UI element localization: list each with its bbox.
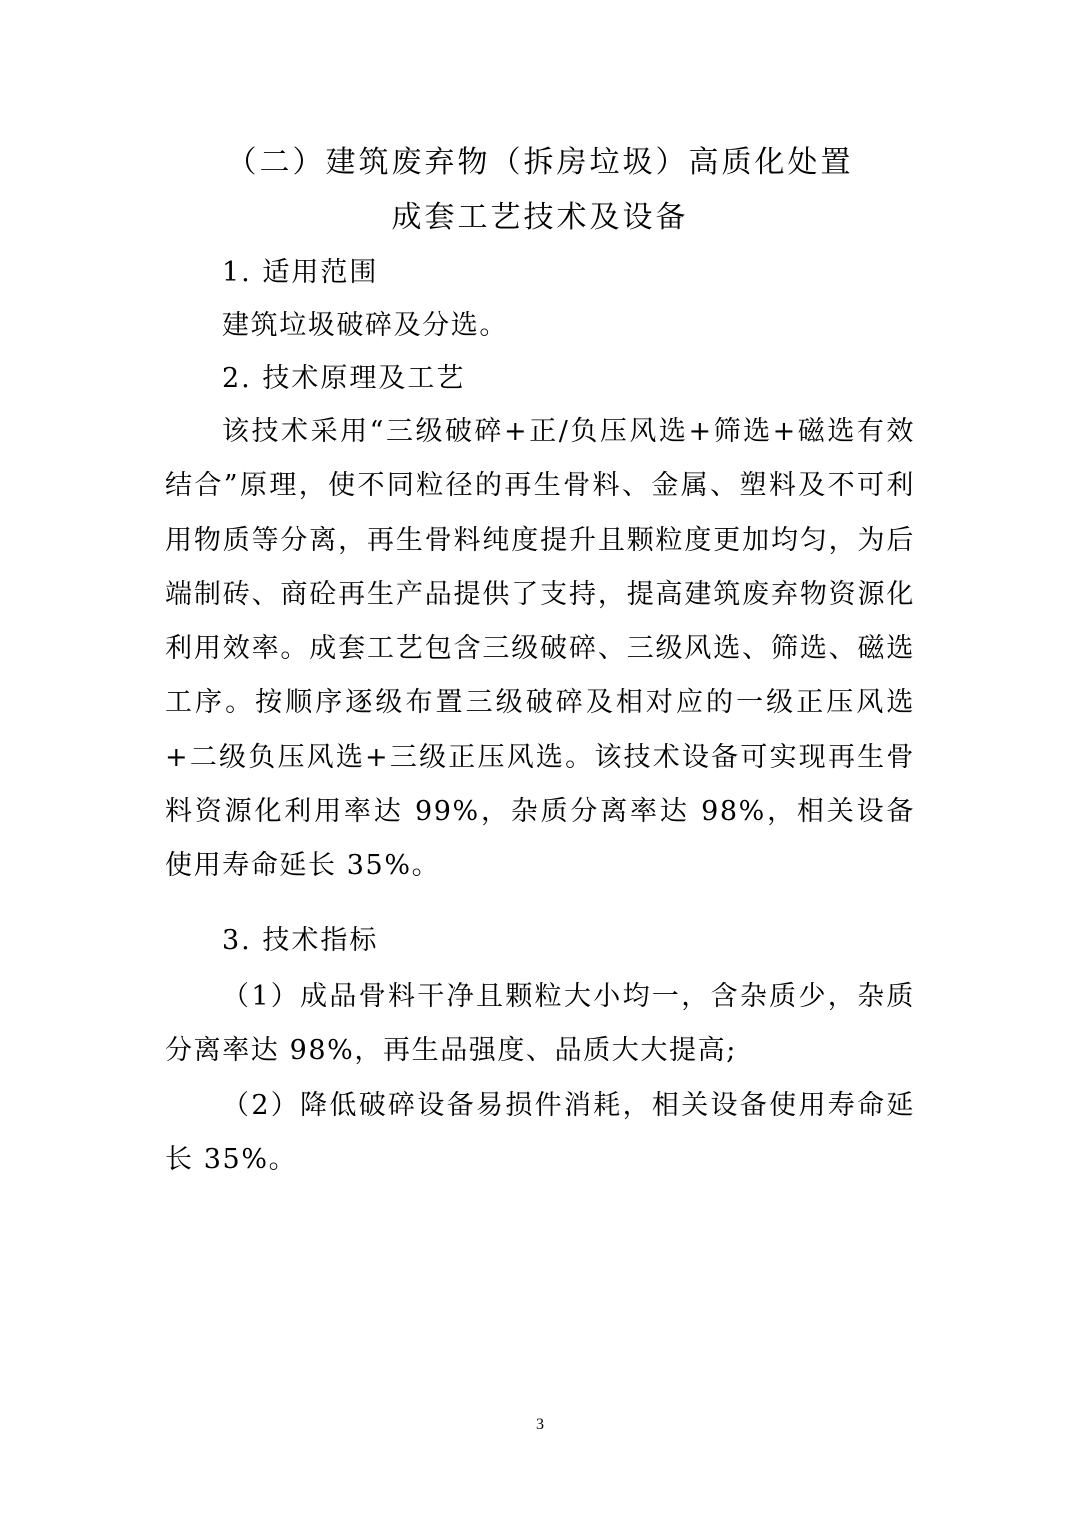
document-title-line-2: 成套工艺技术及设备	[391, 200, 689, 235]
section-3-item-1: （1）成品骨料干净且颗粒大小均一，含杂质少，杂质分离率达 98%，再生品强度、品质大大提高;	[165, 981, 915, 1067]
section-3-item-2: （2）降低破碎设备易损件消耗，相关设备使用寿命延长 35%。	[165, 1090, 915, 1176]
page-number: 3	[536, 1416, 544, 1433]
document-title-line-1: （二）建筑废弃物（拆房垃圾）高质化处置	[226, 145, 854, 180]
section-2-body: 该技术采用“三级破碎+正/负压风选+筛选+磁选有效结合”原理，使不同粒径的再生骨料、金属、塑料及不可利用物质等分离，再生骨料纯度提升且颗粒度更加均匀，为后端制砖、商砼再生产品提供了支持，提高建筑废弃物资源化利用效率。成套工艺包含三级破碎、三级风选、筛选、磁选工序。按顺序逐级布置三级破碎及相对应的一级正压风选+二级负压风选+三级正压风选。该技术设备可实现再生骨料资源化利用率达 99%，杂质分离率达 98%，相关设备使用寿命延长 35%。	[165, 416, 915, 882]
section-1-heading: 1. 适用范围	[222, 257, 379, 288]
section-3-heading: 3. 技术指标	[222, 925, 379, 956]
section-1-body: 建筑垃圾破碎及分选。	[222, 310, 508, 341]
section-2-heading: 2. 技术原理及工艺	[222, 363, 466, 394]
